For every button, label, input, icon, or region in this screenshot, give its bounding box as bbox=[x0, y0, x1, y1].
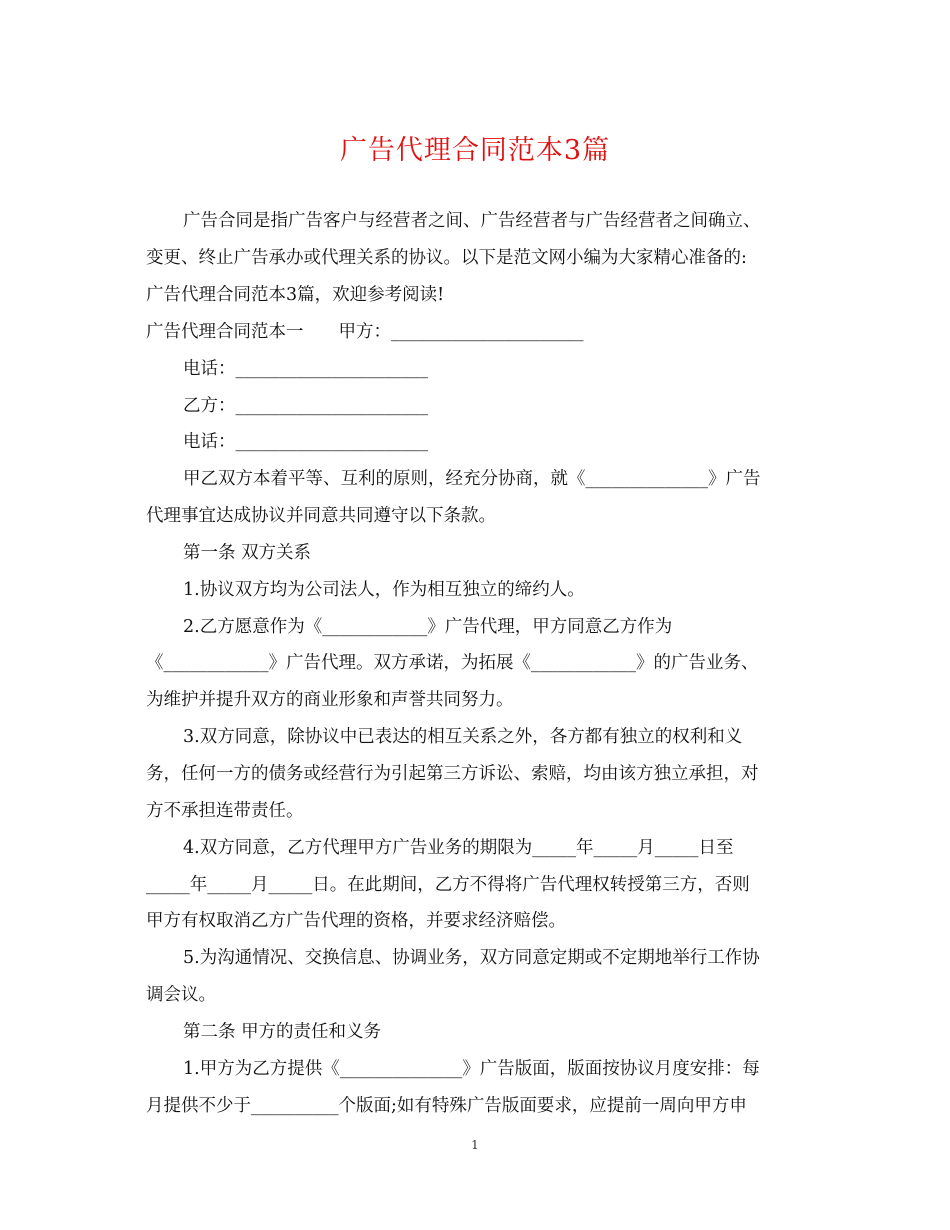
paragraph-line: 甲乙双方本着平等、互利的原则，经充分协商，就《______________》广告 bbox=[183, 469, 761, 489]
paragraph-line: 《____________》广告代理。双方承诺，为拓展《____________》的广告业务、 bbox=[146, 653, 759, 673]
form-field-line: 电话：______________________ bbox=[183, 432, 428, 452]
paragraph-line: 变更、终止广告承办或代理关系的协议。以下是范文网小编为大家精心准备的: bbox=[146, 248, 747, 268]
paragraph-line: 广告合同是指广告客户与经营者之间、广告经营者与广告经营者之间确立、 bbox=[183, 211, 761, 231]
paragraph-line: 广告代理合同范本3篇，欢迎参考阅读! bbox=[146, 285, 445, 305]
paragraph-line: 4.双方同意，乙方代理甲方广告业务的期限为_____年_____月_____日至 bbox=[183, 838, 734, 858]
paragraph-line: 代理事宜达成协议并同意共同遵守以下条款。 bbox=[146, 506, 496, 526]
article-heading: 第二条 甲方的责任和义务 bbox=[183, 1022, 382, 1042]
page-number: 1 bbox=[471, 1138, 479, 1152]
form-field-line: 乙方：______________________ bbox=[183, 396, 428, 416]
paragraph-line: _____年_____月_____日。在此期间，乙方不得将广告代理权转授第三方，否则 bbox=[146, 875, 750, 895]
paragraph-line: 5.为沟通情况、交换信息、协调业务，双方同意定期或不定期地举行工作协 bbox=[183, 948, 760, 968]
paragraph-line: 月提供不少于__________个版面;如有特殊广告版面要求，应提前一周向甲方申 bbox=[146, 1096, 747, 1116]
document-title: 广告代理合同范本3篇 bbox=[339, 135, 611, 166]
paragraph-line: 2.乙方愿意作为《____________》广告代理，甲方同意乙方作为 bbox=[183, 617, 673, 637]
paragraph-line: 调会议。 bbox=[146, 985, 216, 1005]
paragraph-line: 务，任何一方的债务或经营行为引起第三方诉讼、索赔，均由该方独立承担，对 bbox=[146, 764, 759, 784]
paragraph-line: 方不承担连带责任。 bbox=[146, 801, 304, 821]
paragraph-line: 1.甲方为乙方提供《______________》广告版面，版面按协议月度安排：每 bbox=[183, 1059, 760, 1079]
paragraph-line: 甲方有权取消乙方广告代理的资格，并要求经济赔偿。 bbox=[146, 911, 566, 931]
section-heading: 广告代理合同范本一 甲方：______________________ bbox=[146, 322, 584, 342]
paragraph-line: 为维护并提升双方的商业形象和声誉共同努力。 bbox=[146, 690, 514, 710]
paragraph-line: 1.协议双方均为公司法人，作为相互独立的缔约人。 bbox=[183, 580, 585, 600]
article-heading: 第一条 双方关系 bbox=[183, 543, 312, 563]
paragraph-line: 3.双方同意，除协议中已表达的相互关系之外，各方都有独立的权利和义 bbox=[183, 727, 743, 747]
form-field-line: 电话：______________________ bbox=[183, 359, 428, 379]
